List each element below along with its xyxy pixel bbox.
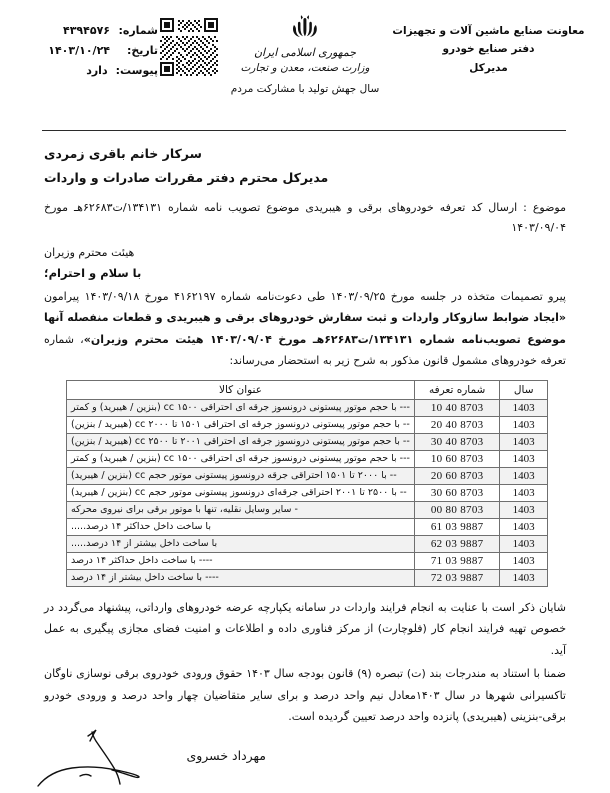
table-row	[67, 433, 548, 450]
cell-year: 1403	[500, 552, 548, 569]
table-row	[67, 416, 548, 433]
cell-tariff-code: 8703 40 20	[414, 416, 499, 433]
signatory-name: مهرداد خسروی	[186, 748, 266, 763]
cell-tariff-code: 9887 03 72	[414, 569, 499, 586]
subject-label: موضوع :	[523, 200, 566, 214]
header-goods-title: عنوان کالا	[67, 380, 415, 399]
subject-line	[44, 198, 566, 239]
cell-tariff-code: 8703 40 30	[414, 433, 499, 450]
signature-block	[36, 726, 266, 790]
table-header-row	[67, 380, 548, 399]
tariff-table	[66, 380, 548, 587]
letter-date-value: ۱۴۰۳/۱۰/۲۴	[48, 44, 110, 57]
cell-goods-title: ---- با ساخت داخل حداکثر ۱۴ درصد	[67, 552, 415, 569]
cell-goods-title: ---- با ساخت داخل بیشتر از ۱۴ درصد	[67, 569, 415, 586]
subject-text: ارسال کد تعرفه خودروهای برقی و هیبریدی موضوع تصویب نامه شماره ۱۳۴۱۳۱/ت۶۲۶۸۳هـ مورخ ۱۴۰۳/۰۹/۰۴	[44, 200, 566, 235]
cell-tariff-code: 8703 60 10	[414, 450, 499, 467]
table-row	[67, 484, 548, 501]
ministry-line-2: وزارت صنعت، معدن و تجارت	[240, 61, 370, 74]
table-row	[67, 450, 548, 467]
table-row	[67, 501, 548, 518]
table-row	[67, 535, 548, 552]
org-line-1: معاونت صنایع ماشین آلات و تجهیزات	[392, 25, 585, 37]
cell-tariff-code: 9887 03 71	[414, 552, 499, 569]
header-tariff-code: شماره تعرفه	[414, 380, 499, 399]
table-row	[67, 467, 548, 484]
cell-tariff-code: 8703 60 30	[414, 484, 499, 501]
table-row	[67, 569, 548, 586]
letter-number-row	[8, 24, 158, 37]
year-slogan: سال جهش تولید با مشارکت مردم	[230, 82, 380, 95]
cell-goods-title: -- با حجم موتور پیستونی درونسوز جرقه ای احتراقی ۲۰۰۱ تا ۲۵۰۰ cc (هیبرید / بنزین)	[67, 433, 415, 450]
ministry-block	[185, 12, 425, 95]
cell-tariff-code: 8703 60 20	[414, 467, 499, 484]
intro-part-1: پیرو تصمیمات متخذه در جلسه مورخ ۱۴۰۳/۰۹/۲۵ طی دعوت‌نامه شماره ۴۱۶۲۱۹۷ مورخ ۱۴۰۳/۰۹/۱۸ پیرامون	[44, 290, 566, 304]
cell-year: 1403	[500, 467, 548, 484]
cell-goods-title: --- با حجم موتور پیستونی درونسوز جرقه ای احتراقی ۱۵۰۰ cc (بنزین / هیبرید) و کمتر	[67, 450, 415, 467]
cell-year: 1403	[500, 535, 548, 552]
cell-year: 1403	[500, 501, 548, 518]
cell-year: 1403	[500, 450, 548, 467]
cell-goods-title: -- با ۲۵۰۰ تا ۲۰۰۱ احتراقی جرقه‌ای درونسوز پیستونی موتور حجم cc (بنزین / هیبرید)	[67, 484, 415, 501]
cell-goods-title: --- با حجم موتور پیستونی درونسوز جرقه ای احتراقی ۱۵۰۰ cc (بنزین / هیبرید) و کمتر	[67, 399, 415, 416]
cell-year: 1403	[500, 416, 548, 433]
letter-body	[44, 142, 566, 729]
header-year: سال	[500, 380, 548, 399]
letter-attachment-value: دارد	[86, 64, 108, 77]
cell-year: 1403	[500, 518, 548, 535]
greeting: با سلام و احترام؛	[44, 266, 142, 281]
table-row	[67, 552, 548, 569]
subject-line-2: هیئت محترم وزیران	[44, 246, 135, 260]
cell-year: 1403	[500, 484, 548, 501]
table-row	[67, 518, 548, 535]
qr-code-icon	[160, 18, 218, 76]
table-row	[67, 399, 548, 416]
cell-year: 1403	[500, 399, 548, 416]
letter-number-value: ۴۳۹۴۵۷۶	[63, 24, 110, 37]
intro-quoted-resolution: «ایجاد ضوابط سازوکار واردات و ثبت سفارش خودروهای برقی و هیبریدی و قطعات منفصله آنها موضوع تصویب‌نامه شماره ۱۳۴۱۳۱/ت۶۲۶۸۳هـ مورخ ۱۴۰۳/۰۹/۰۴ هیئت محترم وزیران»	[44, 311, 566, 346]
cell-goods-title: با ساخت داخل بیشتر از ۱۴ درصد.....	[67, 535, 415, 552]
cell-tariff-code: 8703 40 10	[414, 399, 499, 416]
header-divider	[42, 130, 566, 131]
letter-attachment-row	[8, 64, 158, 77]
addressee-title: مدیرکل محترم دفتر مقررات صادرات و واردات	[44, 170, 329, 186]
cell-tariff-code: 9887 03 61	[414, 518, 499, 535]
tariff-table-wrapper	[66, 380, 548, 587]
cell-goods-title: -- با ۲۰۰۰ تا ۱۵۰۱ احتراقی جرقه درونسوز پیستونی موتور حجم cc (بنزین / هیبرید)	[67, 467, 415, 484]
intro-paragraph	[44, 286, 566, 372]
closing-block	[44, 597, 566, 728]
addressee-name: سرکار خانم باقری زمردی	[44, 146, 202, 161]
closing-paragraph-2: ضمنا با استناد به مندرجات بند (ت) تبصره (۹) قانون بودجه سال ۱۴۰۳ حقوق ورودی خودروی برقی نوسازی ناوگان تاکسیرانی شهرها در سال ۱۴۰۳معادل نیم واحد درصد و برای سایر متقاضیان چهار واحد درصد و ورودی خودرو برقی-بنزینی (هیبریدی) پانزده واحد درصد تعیین گردیده است.	[44, 667, 566, 723]
ministry-line-1: جمهوری اسلامی ایران	[253, 46, 357, 59]
letter-date-label: تاریخ:	[126, 44, 158, 57]
closing-paragraph-1: شایان ذکر است با عنایت به انجام فرایند واردات در سامانه یکپارچه عرضه خودروهای وارداتی، پیشنهاد می‌گردد در خصوص تهیه فرایند انجام کار (فلوچارت) از مرکز فناوری داده و اطلاعات و امنیت فضای مجازی پیگیری به عمل آید.	[44, 600, 566, 657]
letterhead	[0, 0, 610, 122]
cell-year: 1403	[500, 433, 548, 450]
cell-tariff-code: 8703 80 00	[414, 501, 499, 518]
cell-goods-title: با ساخت داخل حداکثر ۱۴ درصد.....	[67, 518, 415, 535]
letter-number-label: شماره:	[118, 24, 158, 37]
org-line-2: دفتر صنایع خودرو	[442, 43, 535, 56]
intro-part-2: ، شماره تعرفه خودروهای مشمول قانون مذکور به شرح زیر به استحضار می‌رساند:	[44, 332, 566, 368]
tariff-table-head	[67, 380, 548, 399]
cell-year: 1403	[500, 569, 548, 586]
letter-meta-block	[8, 24, 158, 84]
cell-goods-title: -- با حجم موتور پیستونی درونسوز جرقه ای احتراقی ۱۵۰۱ تا ۲۰۰۰ cc (هیبرید / بنزین)	[67, 416, 415, 433]
letter-date-row	[8, 44, 158, 57]
cell-tariff-code: 9887 03 62	[414, 535, 499, 552]
org-line-3: مدیرکل	[469, 61, 508, 74]
cell-goods-title: - سایر وسایل نقلیه، تنها با موتور برقی برای نیروی محرکه	[67, 501, 415, 518]
tariff-table-body	[67, 399, 548, 586]
iran-emblem-icon	[288, 12, 322, 44]
addressee-block	[44, 142, 566, 191]
letter-attachment-label: پیوست:	[115, 64, 158, 77]
